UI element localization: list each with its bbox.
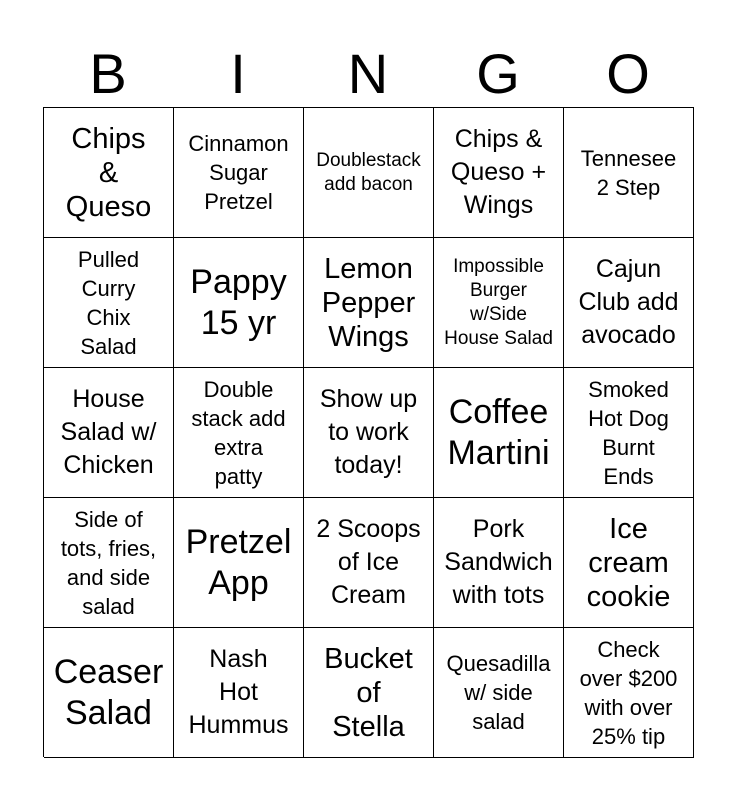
bingo-cell[interactable]: Cinnamon Sugar Pretzel	[174, 108, 304, 238]
header-letter-b: B	[89, 42, 127, 105]
bingo-cell[interactable]: Chips & Queso	[44, 108, 174, 238]
bingo-cell[interactable]: Ceaser Salad	[44, 628, 174, 758]
bingo-cell[interactable]: Doublestack add bacon	[304, 108, 434, 238]
bingo-cell[interactable]: Pork Sandwich with tots	[434, 498, 564, 628]
bingo-cell[interactable]: House Salad w/ Chicken	[44, 368, 174, 498]
bingo-cell[interactable]: Pappy 15 yr	[174, 238, 304, 368]
bingo-cell[interactable]: Double stack add extra patty	[174, 368, 304, 498]
bingo-cell[interactable]: Ice cream cookie	[564, 498, 694, 628]
bingo-cell[interactable]: Quesadilla w/ side salad	[434, 628, 564, 758]
bingo-cell[interactable]: 2 Scoops of Ice Cream	[304, 498, 434, 628]
bingo-cell[interactable]: Lemon Pepper Wings	[304, 238, 434, 368]
header-letter-g: G	[476, 42, 520, 105]
bingo-cell[interactable]: Check over $200 with over 25% tip	[564, 628, 694, 758]
bingo-cell[interactable]: Side of tots, fries, and side salad	[44, 498, 174, 628]
header-letter-o: O	[606, 42, 650, 105]
header-letter-i: I	[230, 42, 246, 105]
bingo-cell[interactable]: Bucket of Stella	[304, 628, 434, 758]
bingo-cell[interactable]: Smoked Hot Dog Burnt Ends	[564, 368, 694, 498]
bingo-cell[interactable]: Coffee Martini	[434, 368, 564, 498]
bingo-cell[interactable]: Nash Hot Hummus	[174, 628, 304, 758]
bingo-cell[interactable]: Show up to work today!	[304, 368, 434, 498]
bingo-cell[interactable]: Chips & Queso + Wings	[434, 108, 564, 238]
bingo-board	[43, 107, 694, 757]
bingo-cell[interactable]: Pulled Curry Chix Salad	[44, 238, 174, 368]
header-letter-n: N	[347, 42, 389, 105]
bingo-cell[interactable]: Impossible Burger w/Side House Salad	[434, 238, 564, 368]
bingo-cell[interactable]: Cajun Club add avocado	[564, 238, 694, 368]
bingo-cell[interactable]: Tennesee 2 Step	[564, 108, 694, 238]
bingo-cell[interactable]: Pretzel App	[174, 498, 304, 628]
bingo-header	[43, 40, 693, 108]
